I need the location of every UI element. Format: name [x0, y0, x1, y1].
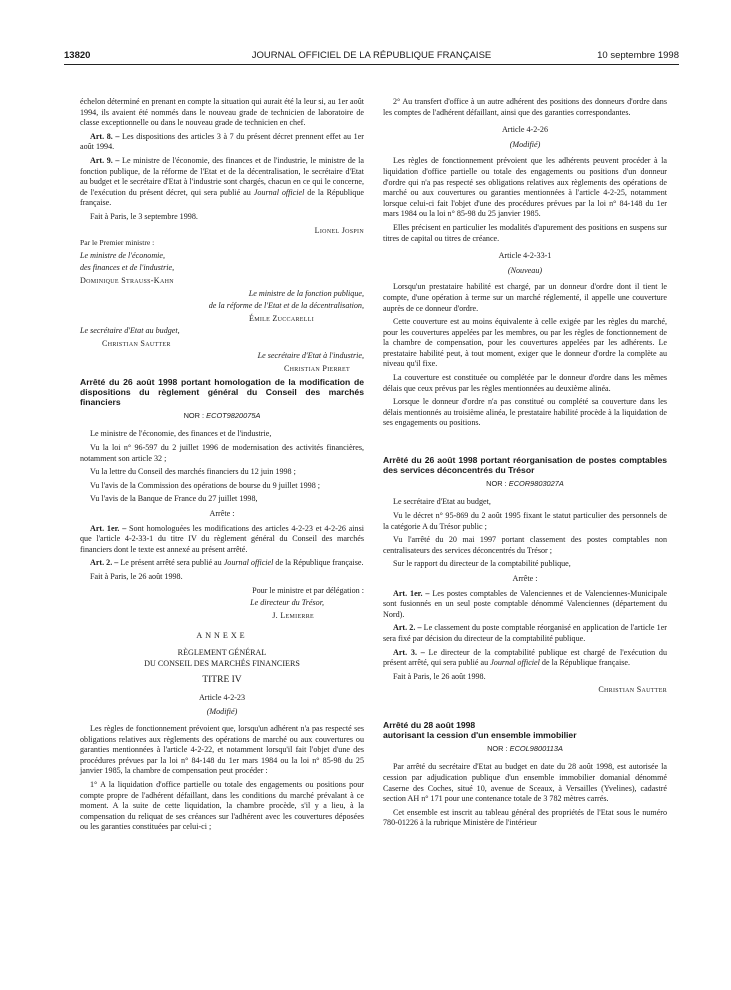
paragraph: Par arrêté du secrétaire d'Etat au budget en date du 28 août 1998, est autorisée la cession par adjudication publique d'un ensemble immobilier domanial dénommé Caserne des Coches, situé 10, avenue de Sceaux, à Versailles (Yvelines), cadastré section AH n° 171 pour une contenance totale de 3 782 mètres carrés.: [383, 762, 667, 804]
article-text: Le présent arrêté sera publié au: [118, 558, 224, 568]
decree-title: Arrêté du 26 août 1998 portant homologation de la modification de dispositions du règlement général du Conseil des marchés financiers: [80, 376, 364, 408]
signatory-title: Le directeur du Trésor,: [250, 598, 324, 608]
nor-label: NOR :: [487, 743, 510, 753]
article-text: de la République française.: [273, 558, 364, 568]
fait-a-paris: Fait à Paris, le 3 septembre 1998.: [90, 211, 198, 221]
paragraph: Les règles de fonctionnement prévoient que les adhérents peuvent procéder à la liquidation d'office partielle ou totale des engagements ou positions d'un donneur d'ordre qui n'a pas respecté ses obligations relatives aux règlements des opérations de marché ou aux couvertures ou garanties mentionnées à l'article 4-2-25, notamment lorsque celui-ci fait l'objet d'une des procédures prévues par la loi n° 84-148 du 1er mars 1984 ou la loi n° 85-98 du 25 janvier 1985.: [383, 156, 667, 219]
annexe-heading: ANNEXE: [196, 631, 248, 641]
signature: J. Lemierre: [272, 610, 314, 620]
nor-label: NOR :: [486, 478, 509, 488]
article-9: [80, 156, 364, 209]
nor-reference: [383, 479, 667, 490]
paragraph: Cette couverture est au moins équivalente à celle exigée par les règles du marché, pour les couvertures appelées par les membres, ou par les règles de fonctionnement de la chambre de compensation, pour les couvertures appelées par les adhérents. Le prestataire habilité peut, à tout moment, exiger que le donneur d'ordre la complète au niveau qu'il fixe.: [383, 317, 667, 369]
arrete-heading: Arrête :: [512, 574, 538, 583]
signatory-title: Le secrétaire d'Etat à l'industrie,: [257, 351, 364, 361]
regulation-heading: DU CONSEIL DES MARCHÉS FINANCIERS: [144, 658, 300, 668]
paragraph: Vu la loi n° 96-597 du 2 juillet 1996 de modernisation des activités financières, notamment son article 32 ;: [80, 443, 364, 463]
paragraph: 2° Au transfert d'office à un autre adhérent des positions des donneurs d'ordre dans les comptes de l'adhérent défaillant, ainsi que des garanties correspondantes.: [383, 97, 667, 117]
nor-code: ECOL9800113A: [509, 743, 563, 753]
article-status: (Modifié): [206, 707, 238, 717]
signature: Dominique Strauss-Kahn: [80, 275, 174, 285]
paragraph: Le ministre de l'économie, des finances et de l'industrie,: [90, 429, 272, 439]
article-8: [80, 132, 364, 153]
paragraph: échelon déterminé en prenant en compte la situation qui aurait été la leur si, au 1er août 1994, ils avaient été nommés dans le nouveau grade de technicien de laboratoire de classe exceptionnelle ou dans le nouveau grade de technicien en chef.: [80, 97, 364, 128]
issue-date: 10 septembre 1998: [597, 50, 679, 61]
signature: Lionel Jospin: [314, 225, 364, 235]
signature: Émile Zuccarelli: [248, 313, 314, 323]
titre-heading: TITRE IV: [202, 675, 242, 686]
article-2: [383, 623, 667, 644]
paragraph: Lorsqu'un prestataire habilité est chargé, par un donneur d'ordre dont il tient le compte, d'une opération à terme sur un marché réglementé, il appelle une couverture auprès de ce donneur d'ordre.: [383, 282, 667, 313]
signatory-intro: Par le Premier ministre :: [80, 238, 155, 248]
decree-title: Arrêté du 26 août 1998 portant réorganisation de postes comptables des services déconcentrés du Trésor: [383, 455, 667, 476]
paragraph: Vu l'avis de la Commission des opérations de bourse du 9 juillet 1998 ;: [90, 480, 321, 490]
paragraph: Les règles de fonctionnement prévoient que, lorsqu'un adhérent n'a pas respecté ses obligations relatives aux règlements des opérations de marché ou aux couvertures ou garanties mentionnées à l'article 4-2-22, et notamment lorsqu'il fait l'objet d'une des procédures prévues par la loi n° 84-148 du 1er mars 1984 ou la loi n° 85-98 du 25 janvier 1985, la chambre de compensation peut procéder :: [80, 723, 364, 776]
article-text: Le directeur de la comptabilité publique est chargé de l'exécution du présent arrêté, qui sera publié au: [383, 647, 667, 668]
article-1: [383, 589, 667, 621]
journal-ref: Journal officiel: [253, 187, 305, 197]
article-text: de la République française.: [80, 187, 364, 208]
arrete-heading: Arrête :: [209, 509, 235, 519]
decree-title: autorisant la cession d'un ensemble immobilier: [383, 730, 577, 741]
paragraph: Lorsque le donneur d'ordre n'a pas constitué ou complété sa couverture dans les délais mentionnés au troisième alinéa, le prestataire habilité procède à la liquidation de ses engagements ou positions.: [383, 397, 667, 428]
nor-reference: [383, 744, 667, 755]
paragraph: Vu le décret n° 95-869 du 2 août 1995 fixant le statut particulier des personnels de la catégorie A du Trésor public ;: [383, 511, 667, 531]
paragraph: Vu la lettre du Conseil des marchés financiers du 12 juin 1998 ;: [90, 467, 296, 477]
fait-a-paris: Fait à Paris, le 26 août 1998.: [393, 671, 486, 681]
signatory-title: de la réforme de l'Etat et de la décentralisation,: [208, 301, 364, 311]
article-label: Art. 1er. –: [393, 588, 430, 598]
article-text: Les dispositions des articles 3 à 7 du présent décret prennent effet au 1er août 1994.: [80, 131, 364, 152]
paragraph: Sur le rapport du directeur de la comptabilité publique,: [393, 559, 571, 569]
journal-ref: Journal officiel: [490, 658, 540, 668]
paragraph: Cet ensemble est inscrit au tableau général des propriétés de l'Etat sous le numéro 780-01226 à la rubrique Ministère de l'intérieur: [383, 807, 667, 828]
paragraph: Elles précisent en particulier les modalités d'apurement des positions en suspens sur titres de capital ou titres de créance.: [383, 222, 667, 243]
signatory-title: Le ministre de la fonction publique,: [248, 288, 364, 298]
header-rule: [64, 64, 679, 65]
nor-code: ECOT9820075A: [206, 410, 261, 420]
article-text: Les postes comptables de Valenciennes et de Valenciennes-Municipale sont fusionnés en un seul poste comptable dénommé Valenciennes (département du Nord).: [383, 588, 668, 619]
article-3: [383, 648, 667, 669]
article-2: [80, 558, 364, 569]
article-text: Le ministre de l'économie, des finances et de l'industrie, le ministre de la fonction publique, de la réforme de l'Etat et de la décentralisation, le secrétaire d'Etat au budget et le secrétaire d'Etat à l'industrie sont chargés, chacun en ce qui le concerne, de l'exécution du présent décret, qui sera publié au: [80, 155, 364, 197]
article-status: (Modifié): [509, 139, 541, 149]
article-text: Sont homologuées les modifications des articles 4-2-23 et 4-2-26 ainsi que l'article 4-2-33-1 du titre IV du règlement général du Conseil des marchés financiers dont le texte est annexé au présent arrêté.: [80, 523, 364, 554]
article-heading: Article 4-2-33-1: [498, 251, 552, 261]
signatory-title: Le secrétaire d'Etat au budget,: [80, 326, 180, 336]
journal-ref: Journal officiel: [223, 558, 274, 568]
article-heading: Article 4-2-26: [501, 125, 549, 135]
right-column: [383, 97, 667, 832]
article-status: (Nouveau): [507, 265, 543, 275]
decree-title: Arrêté du 28 août 1998: [383, 719, 476, 730]
paragraph: 1° A la liquidation d'office partielle ou totale des engagements ou positions pour compte propre de l'adhérent défaillant, dans les conditions du marché prévalant à ce moment. A la suite de cette liquidation, la chambre procède, s'il y a lieu, à la compensation du reliquat de ses créances sur l'adhérent avec les couvertures déposées ou les garanties constituées par celui-ci ;: [80, 779, 364, 832]
left-column: [80, 97, 364, 836]
article-label: Art. 8. –: [90, 131, 120, 141]
article-label: Art. 2. –: [90, 558, 119, 568]
article-1: [80, 524, 364, 556]
signature: Christian Pierret: [283, 364, 350, 374]
paragraph: La couverture est constituée ou complétée par le donneur d'ordre dans les mêmes délais que ceux prévus par les règles mentionnées au deuxième alinéa.: [383, 373, 667, 393]
paragraph: Vu l'avis de la Banque de France du 27 juillet 1998,: [90, 494, 258, 504]
paragraph: Vu l'arrêté du 20 mai 1997 portant classement des postes comptables non centralisateurs des services déconcentrés du Trésor ;: [383, 535, 667, 555]
article-text: Le classement du poste comptable réorganisé en application de l'article 1er sera fixé par décision du directeur de la comptabilité publique.: [383, 623, 667, 643]
article-text: de la République française.: [539, 658, 631, 668]
signature: Christian Sautter: [598, 685, 667, 695]
article-label: Art. 3. –: [393, 647, 425, 657]
signatory-title: Le ministre de l'économie,: [80, 250, 166, 260]
nor-reference: [80, 411, 364, 422]
signature: Christian Sautter: [102, 338, 171, 348]
journal-title: JOURNAL OFFICIEL DE LA RÉPUBLIQUE FRANÇAISE: [251, 50, 492, 61]
article-label: Art. 2. –: [393, 623, 422, 633]
article-label: Art. 1er. –: [90, 523, 127, 533]
delegation-line: Pour le ministre et par délégation :: [252, 585, 364, 595]
article-heading: Article 4-2-23: [198, 692, 246, 702]
article-label: Art. 9. –: [90, 155, 120, 165]
nor-code: ECOR9803027A: [508, 478, 564, 488]
regulation-heading: RÈGLEMENT GÉNÉRAL: [177, 647, 267, 657]
page-number: 13820: [64, 50, 91, 61]
nor-label: NOR :: [183, 410, 207, 420]
fait-a-paris: Fait à Paris, le 26 août 1998.: [90, 572, 183, 581]
signatory-title: des finances et de l'industrie,: [80, 263, 175, 273]
paragraph: Le secrétaire d'Etat au budget,: [393, 497, 491, 507]
